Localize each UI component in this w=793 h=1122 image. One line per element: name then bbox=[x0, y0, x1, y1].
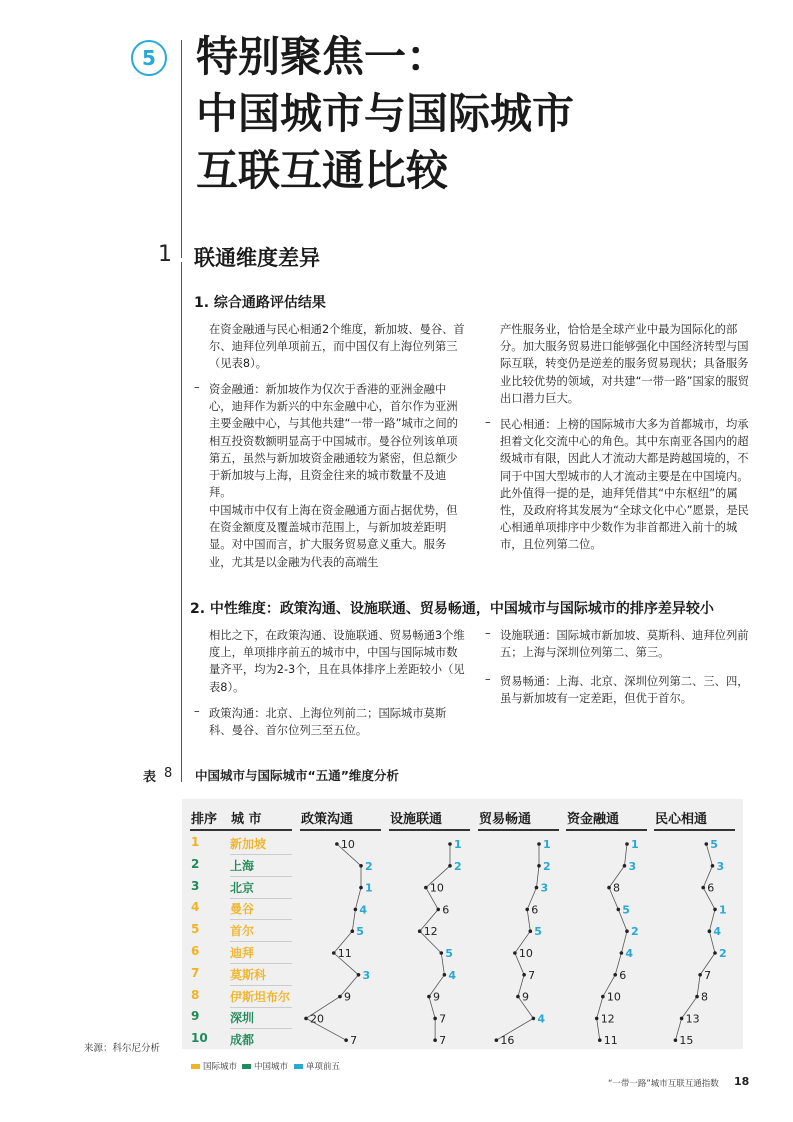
table-label: 表 bbox=[143, 770, 157, 785]
title-line-3: 互联互通比较 bbox=[196, 146, 449, 195]
rank-label: 8 bbox=[613, 881, 621, 895]
header-rule-dim-3 bbox=[478, 829, 559, 831]
rank-label: 4 bbox=[537, 1012, 546, 1026]
footer-title: “一带一路”城市互联互通指数 bbox=[608, 1079, 719, 1089]
rank-label: 2 bbox=[631, 925, 639, 939]
city-cell: 首尔 bbox=[230, 924, 255, 939]
title-line-1: 特别聚焦一： bbox=[196, 32, 449, 81]
rank-label: 7 bbox=[350, 1034, 358, 1048]
legend-top5 bbox=[294, 1060, 340, 1072]
legend-cn bbox=[242, 1060, 288, 1072]
rank-cell: 1 bbox=[191, 835, 200, 849]
city-cell: 莫斯科 bbox=[230, 967, 267, 982]
vertical-rule-top bbox=[181, 40, 182, 258]
rank-label: 5 bbox=[622, 903, 630, 917]
rank-label: 2 bbox=[543, 859, 551, 873]
row-divider bbox=[230, 876, 292, 877]
rank-label: 13 bbox=[685, 1012, 700, 1026]
rank-label: 5 bbox=[356, 925, 364, 939]
row-divider bbox=[230, 854, 292, 855]
header-city: 城 市 bbox=[231, 812, 262, 827]
city-cell: 伊斯坦布尔 bbox=[230, 989, 291, 1004]
title-line-2: 中国城市与国际城市 bbox=[196, 89, 575, 138]
header-dim-4: 资金融通 bbox=[567, 812, 620, 827]
rank-label: 10 bbox=[606, 990, 621, 1004]
legend-cn-swatch bbox=[242, 1064, 251, 1069]
vertical-rule-table bbox=[181, 762, 182, 782]
table-number: 8 bbox=[164, 766, 173, 781]
section-badge: 5 bbox=[131, 40, 167, 76]
legend-top5-swatch bbox=[294, 1064, 303, 1069]
rank-label: 6 bbox=[442, 903, 450, 917]
rank-label: 7 bbox=[528, 968, 536, 982]
rank-label: 7 bbox=[439, 1012, 447, 1026]
city-cell: 上海 bbox=[230, 858, 255, 873]
col1-paragraph-2: 资金融通：新加坡作为仅次于香港的亚洲金融中心，迪拜作为新兴的中东金融中心，首尔作为亚洲主要金融中心，与其他共建“一带一路”城市之间的相互投资数额明显高于中国城市。曼谷位列该单项第五，虽然与新加坡资金融通较为紧密，但总额少于新加坡与上海，且资金往来的城市数量不及迪拜。 bbox=[209, 383, 458, 500]
city-cell: 迪拜 bbox=[230, 946, 255, 960]
rank-label: 9 bbox=[432, 990, 440, 1004]
vertical-rule-main bbox=[181, 262, 182, 782]
rank-label: 4 bbox=[448, 968, 457, 982]
header-dim-2: 设施联通 bbox=[390, 812, 443, 827]
table-title: 中国城市与国际城市“五通”维度分析 bbox=[195, 768, 399, 783]
col4-paragraph-1: 设施联通：国际城市新加坡、莫斯科、迪拜位列前五；上海与深圳位列第二、第三。 bbox=[500, 629, 749, 660]
col3-dash-1: – bbox=[194, 705, 200, 718]
col1-paragraph-3: 中国城市中仅有上海在资金融通方面占据优势，但在资金额度及覆盖城市范围上，与新加坡差距明显。对中国而言，扩大服务贸易意义重大。服务业，尤其是以金融为代表的高端生 bbox=[209, 504, 458, 569]
city-cell: 新加坡 bbox=[230, 837, 267, 851]
col3-paragraph-2: 政策沟通：北京、上海位列前二；国际城市莫斯科、曼谷、首尔位列三至五位。 bbox=[209, 707, 447, 738]
rank-cell: 8 bbox=[191, 987, 200, 1002]
header-dim-1: 政策沟通 bbox=[301, 812, 354, 827]
header-rule-rank-city bbox=[190, 829, 292, 831]
col4-paragraph-2: 贸易畅通：上海、北京、深圳位列第二、三、四，虽与新加坡有一定差距，但优于首尔。 bbox=[500, 675, 749, 706]
rank-cell: 7 bbox=[191, 965, 200, 980]
rank-label: 1 bbox=[631, 838, 639, 851]
col2-dash-1: – bbox=[485, 416, 491, 429]
header-dim-3: 贸易畅通 bbox=[479, 812, 532, 827]
rank-label: 4 bbox=[713, 925, 722, 939]
rank-label: 4 bbox=[359, 903, 368, 917]
rank-label: 3 bbox=[628, 859, 637, 873]
col2-paragraph-2: 民心相通：上榜的国际城市大多为首都城市，均承担着文化交流中心的角色。其中东南亚各国内的超级城市有限，因此人才流动大都是跨越国境的，不同于中国大型城市的人才流动主要是在中国境内。此外值得一提的是，迪拜凭借其“中东枢纽”的属性，及政府将其发展为“全球文化中心”愿景，是民心相通单项排序中少数作为非首都进入前十的城市，且位列第二位。 bbox=[500, 418, 749, 552]
col2-paragraph-1: 产性服务业，恰恰是全球产业中最为国际化的部分。加大服务贸易进口能够强化中国经济转型与国际互联，转变仍是逆差的服务贸易现状；具备服务业比较优势的领域，对共建“一带一路”国家的服贸出口潜力巨大。 bbox=[500, 323, 749, 405]
header-dim-5: 民心相通 bbox=[655, 812, 708, 827]
header-rule-dim-5 bbox=[654, 829, 735, 831]
rank-label: 7 bbox=[704, 968, 712, 982]
city-cell: 深圳 bbox=[230, 1011, 255, 1026]
rank-label: 1 bbox=[454, 838, 462, 851]
rank-label: 2 bbox=[454, 859, 462, 873]
legend-intl bbox=[191, 1060, 237, 1072]
rank-label: 5 bbox=[534, 925, 542, 939]
table-background bbox=[182, 799, 743, 1049]
rank-label: 20 bbox=[310, 1012, 324, 1026]
rank-label: 10 bbox=[429, 881, 444, 895]
col1-paragraph-1: 在资金融通与民心相通2个维度，新加坡、曼谷、首尔、迪拜位列单项前五，而中国仅有上海位列第三（见表8）。 bbox=[209, 323, 465, 371]
rank-cell: 5 bbox=[191, 922, 200, 937]
rank-label: 12 bbox=[600, 1012, 615, 1026]
header-rule-dim-2 bbox=[389, 829, 470, 831]
rank-label: 3 bbox=[716, 859, 725, 873]
legend-intl-label: 国际城市 bbox=[203, 1062, 238, 1072]
row-divider bbox=[230, 963, 292, 964]
rank-cell: 10 bbox=[191, 1031, 208, 1046]
row-divider bbox=[230, 1028, 292, 1029]
rank-label: 6 bbox=[707, 881, 715, 895]
page-title bbox=[196, 28, 574, 199]
header-rule-dim-1 bbox=[300, 829, 381, 831]
rank-label: 6 bbox=[619, 968, 627, 982]
col3-paragraph-1: 相比之下，在政策沟通、设施联通、贸易畅通3个维度上，单项排序前五的城市中，中国与国际城市数量齐平，均为2-3个，且在具体排序上差距较小（见表8）。 bbox=[209, 629, 465, 694]
rank-label: 8 bbox=[701, 990, 709, 1004]
row-divider bbox=[230, 1007, 292, 1008]
row-divider bbox=[230, 985, 292, 986]
rank-label: 1 bbox=[543, 838, 551, 851]
city-cell: 曼谷 bbox=[230, 902, 255, 917]
rank-label: 1 bbox=[719, 903, 727, 917]
rank-label: 4 bbox=[625, 947, 634, 960]
legend-cn-label: 中国城市 bbox=[254, 1062, 289, 1072]
rank-label: 6 bbox=[531, 903, 539, 917]
city-cell: 成都 bbox=[230, 1033, 255, 1048]
rank-label: 9 bbox=[521, 990, 529, 1004]
rank-label: 11 bbox=[337, 947, 352, 960]
col1-dash-1: – bbox=[194, 381, 200, 394]
legend-top5-label: 单项前五 bbox=[306, 1062, 341, 1072]
col4-dash-1: – bbox=[485, 627, 491, 640]
rank-label: 5 bbox=[710, 838, 718, 851]
rank-label: 1 bbox=[365, 881, 373, 895]
section-title: 联通维度差异 bbox=[194, 246, 320, 270]
rank-label: 10 bbox=[518, 947, 533, 960]
rank-label: 3 bbox=[362, 968, 371, 982]
rank-label: 10 bbox=[340, 838, 355, 851]
rank-label: 2 bbox=[719, 947, 727, 960]
rank-label: 16 bbox=[500, 1034, 515, 1048]
row-divider bbox=[230, 898, 292, 899]
rank-label: 5 bbox=[445, 947, 453, 960]
rank-label: 7 bbox=[439, 1034, 447, 1048]
rank-label: 12 bbox=[423, 925, 438, 939]
header-rule-dim-4 bbox=[566, 829, 647, 831]
rank-cell: 9 bbox=[191, 1009, 200, 1024]
rank-cell: 2 bbox=[191, 856, 200, 871]
rank-label: 2 bbox=[365, 859, 373, 873]
col4-dash-2: – bbox=[485, 673, 491, 686]
source-note: 来源：科尔尼分析 bbox=[84, 1043, 161, 1054]
subsection-title-2: 2. 中性维度：政策沟通、设施联通、贸易畅通，中国城市与国际城市的排序差异较小 bbox=[190, 601, 714, 617]
city-cell: 北京 bbox=[230, 880, 255, 895]
rank-label: 9 bbox=[343, 990, 351, 1004]
subsection-title-1: 1. 综合通路评估结果 bbox=[194, 295, 326, 311]
section-number: 1 bbox=[158, 242, 172, 267]
page-number: 18 bbox=[734, 1075, 750, 1088]
legend-intl-swatch bbox=[191, 1064, 200, 1069]
row-divider bbox=[230, 919, 292, 920]
row-divider bbox=[230, 941, 292, 942]
rank-cell: 6 bbox=[191, 944, 200, 958]
rank-label: 11 bbox=[603, 1034, 618, 1048]
header-rank: 排序 bbox=[191, 812, 218, 827]
rank-cell: 4 bbox=[191, 900, 200, 915]
rank-cell: 3 bbox=[191, 878, 200, 893]
rank-label: 3 bbox=[540, 881, 549, 895]
rank-label: 15 bbox=[679, 1034, 694, 1048]
